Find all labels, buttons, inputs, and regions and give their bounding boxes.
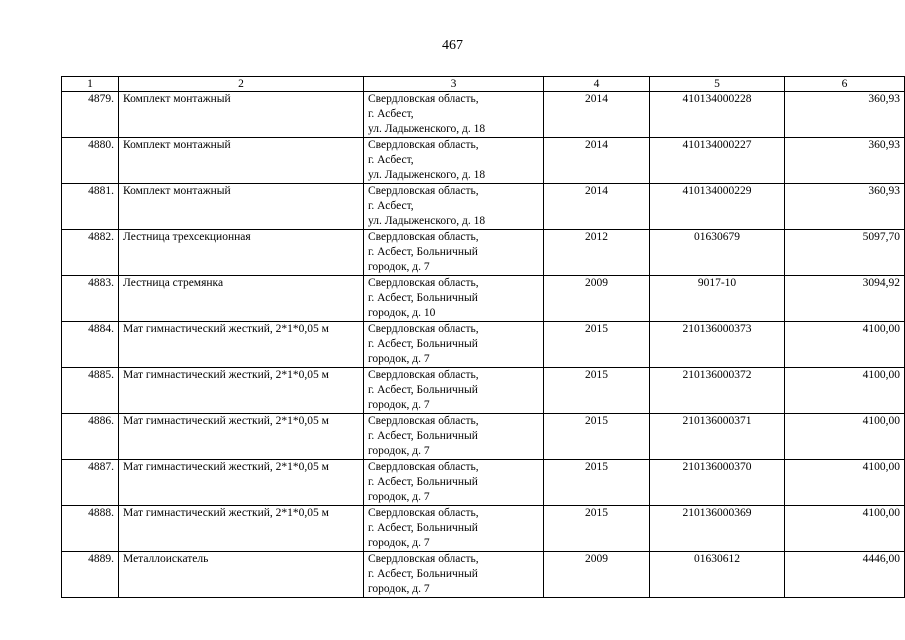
address-line: Свердловская область, [368, 93, 479, 105]
item-address [364, 414, 544, 460]
item-name: Мат гимнастический жесткий, 2*1*0,05 м [119, 322, 364, 368]
row-number: 4879. [62, 92, 119, 138]
item-cost: 4100,00 [785, 368, 905, 414]
item-cost: 360,93 [785, 138, 905, 184]
address-line: г. Асбест, [368, 154, 414, 166]
address-line: Свердловская область, [368, 323, 479, 335]
item-inventory-number: 210136000372 [650, 368, 785, 414]
item-inventory-number: 410134000228 [650, 92, 785, 138]
table-row [62, 138, 905, 184]
row-number: 4881. [62, 184, 119, 230]
address-line: г. Асбест, Больничный [368, 476, 478, 488]
row-number: 4887. [62, 460, 119, 506]
table-header-row [62, 77, 905, 92]
item-inventory-number: 410134000227 [650, 138, 785, 184]
column-header-1: 1 [62, 77, 119, 92]
item-cost: 5097,70 [785, 230, 905, 276]
item-address [364, 506, 544, 552]
item-address [364, 322, 544, 368]
address-line: городок, д. 7 [368, 399, 430, 411]
table-row [62, 506, 905, 552]
item-cost: 4100,00 [785, 322, 905, 368]
item-name: Мат гимнастический жесткий, 2*1*0,05 м [119, 368, 364, 414]
item-cost: 4100,00 [785, 414, 905, 460]
column-header-2: 2 [119, 77, 364, 92]
item-address [364, 368, 544, 414]
address-line: Свердловская область, [368, 277, 479, 289]
item-cost: 4446,00 [785, 552, 905, 598]
item-cost: 360,93 [785, 92, 905, 138]
item-year: 2014 [544, 184, 650, 230]
address-line: Свердловская область, [368, 461, 479, 473]
item-address [364, 184, 544, 230]
item-address [364, 276, 544, 322]
address-line: ул. Ладыженского, д. 18 [368, 169, 486, 181]
row-number: 4882. [62, 230, 119, 276]
item-name: Мат гимнастический жесткий, 2*1*0,05 м [119, 460, 364, 506]
item-name: Комплект монтажный [119, 138, 364, 184]
table-row [62, 230, 905, 276]
column-header-6: 6 [785, 77, 905, 92]
item-cost: 4100,00 [785, 506, 905, 552]
item-name: Мат гимнастический жесткий, 2*1*0,05 м [119, 506, 364, 552]
item-year: 2014 [544, 92, 650, 138]
address-line: г. Асбест, Больничный [368, 568, 478, 580]
item-cost: 3094,92 [785, 276, 905, 322]
address-line: Свердловская область, [368, 415, 479, 427]
row-number: 4883. [62, 276, 119, 322]
address-line: г. Асбест, [368, 200, 414, 212]
page-number: 467 [442, 38, 463, 53]
row-number: 4885. [62, 368, 119, 414]
address-line: г. Асбест, [368, 108, 414, 120]
item-inventory-number: 01630612 [650, 552, 785, 598]
table-row [62, 368, 905, 414]
item-inventory-number: 210136000369 [650, 506, 785, 552]
column-header-3: 3 [364, 77, 544, 92]
item-year: 2012 [544, 230, 650, 276]
row-number: 4886. [62, 414, 119, 460]
item-inventory-number: 210136000373 [650, 322, 785, 368]
item-name: Комплект монтажный [119, 184, 364, 230]
property-registry-table [61, 76, 905, 598]
address-line: городок, д. 7 [368, 261, 430, 273]
item-inventory-number: 01630679 [650, 230, 785, 276]
address-line: г. Асбест, Больничный [368, 246, 478, 258]
item-year: 2009 [544, 276, 650, 322]
item-address [364, 552, 544, 598]
address-line: ул. Ладыженского, д. 18 [368, 123, 486, 135]
column-header-5: 5 [650, 77, 785, 92]
item-name: Металлоискатель [119, 552, 364, 598]
item-inventory-number: 9017-10 [650, 276, 785, 322]
item-year: 2009 [544, 552, 650, 598]
row-number: 4884. [62, 322, 119, 368]
address-line: Свердловская область, [368, 139, 479, 151]
item-name: Комплект монтажный [119, 92, 364, 138]
item-address [364, 460, 544, 506]
table-row [62, 276, 905, 322]
address-line: городок, д. 7 [368, 537, 430, 549]
column-header-4: 4 [544, 77, 650, 92]
table-body [62, 92, 905, 598]
item-inventory-number: 410134000229 [650, 184, 785, 230]
item-address [364, 230, 544, 276]
address-line: городок, д. 7 [368, 445, 430, 457]
item-address [364, 138, 544, 184]
address-line: городок, д. 10 [368, 307, 436, 319]
item-cost: 360,93 [785, 184, 905, 230]
item-year: 2015 [544, 368, 650, 414]
item-address [364, 92, 544, 138]
address-line: г. Асбест, Больничный [368, 430, 478, 442]
item-year: 2015 [544, 460, 650, 506]
item-year: 2015 [544, 414, 650, 460]
address-line: городок, д. 7 [368, 583, 430, 595]
address-line: г. Асбест, Больничный [368, 384, 478, 396]
item-year: 2015 [544, 506, 650, 552]
address-line: Свердловская область, [368, 369, 479, 381]
address-line: Свердловская область, [368, 507, 479, 519]
table-row [62, 460, 905, 506]
row-number: 4880. [62, 138, 119, 184]
address-line: Свердловская область, [368, 231, 479, 243]
address-line: ул. Ладыженского, д. 18 [368, 215, 486, 227]
item-name: Мат гимнастический жесткий, 2*1*0,05 м [119, 414, 364, 460]
address-line: городок, д. 7 [368, 353, 430, 365]
address-line: г. Асбест, Больничный [368, 338, 478, 350]
address-line: Свердловская область, [368, 553, 479, 565]
item-year: 2015 [544, 322, 650, 368]
row-number: 4888. [62, 506, 119, 552]
address-line: городок, д. 7 [368, 491, 430, 503]
table-row [62, 184, 905, 230]
address-line: г. Асбест, Больничный [368, 522, 478, 534]
item-inventory-number: 210136000370 [650, 460, 785, 506]
address-line: г. Асбест, Больничный [368, 292, 478, 304]
item-name: Лестница трехсекционная [119, 230, 364, 276]
item-name: Лестница стремянка [119, 276, 364, 322]
table-row [62, 414, 905, 460]
item-year: 2014 [544, 138, 650, 184]
item-cost: 4100,00 [785, 460, 905, 506]
table-row [62, 552, 905, 598]
table-row [62, 92, 905, 138]
address-line: Свердловская область, [368, 185, 479, 197]
table-row [62, 322, 905, 368]
item-inventory-number: 210136000371 [650, 414, 785, 460]
row-number: 4889. [62, 552, 119, 598]
